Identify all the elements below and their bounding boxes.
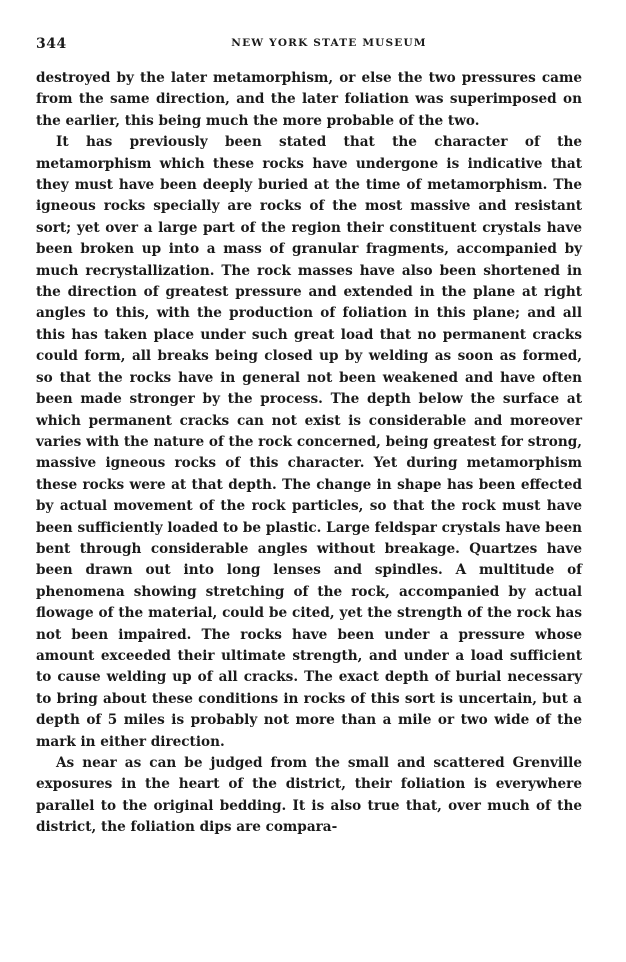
paragraph-metamorphism-depth: It has previously been stated that the character of the metamorphism which these rocks have undergone is indicative that they must have been deeply buried at the time of metamorphism. The igneous rocks specially are rocks of the most massive and resistant sort; yet over a large part of the region their constituent crystals have been broken up into a mass of granular fragments, accompanied by much recrystallization. The rock masses have also been shortened in the direction of greatest pressure and extended in the plane at right angles to this, with the production of foliation in this plane; and all this has taken place under such great load that no permanent cracks could form, all breaks being closed up by welding as soon as formed, so that the rocks have in general not been weakened and have often been made stronger by the process. The depth below the surface at which permanent cracks can not exist is considerable and moreover varies with the nature of the rock concerned, being greatest for strong, massive igneous rocks of this character. Yet during metamorphism these rocks were at that depth. The change in shape has been effected by actual movement of the rock particles, so that the rock must have been sufficiently loaded to be plastic. Large feldspar crystals have been bent through considerable angles without breakage. Quartzes have been drawn out into long lenses and spindles. A multitude of phenomena showing stretching of the rock, accompanied by actual flowage of the material, could be cited, yet the strength of the rock has not been impaired. The rocks have been under a pressure whose amount exceeded their ultimate strength, and under a load sufficient to cause welding up of all cracks. The exact depth of burial necessary to bring about these conditions in rocks of this sort is uncertain, but a depth of 5 miles is probably not more than a mile or two wide of the mark in either direction. <box>36 134 582 750</box>
page <box>36 30 582 839</box>
paragraph-continuation: destroyed by the later metamorphism, or else the two pressures came from the same direction, and the later foliation was superimposed on the earlier, this being much the more probable of the two. <box>36 70 582 129</box>
paragraph-grenville-foliation: As near as can be judged from the small and scattered Grenville exposures in the heart of the district, their foliation is everywhere parallel to the original bedding. It is also true that, over much of the district, the foliation dips are compara- <box>36 755 582 836</box>
running-head <box>36 30 582 54</box>
page-number: 344 <box>36 36 67 52</box>
running-title: NEW YORK STATE MUSEUM <box>231 37 427 49</box>
body-text <box>36 68 582 839</box>
